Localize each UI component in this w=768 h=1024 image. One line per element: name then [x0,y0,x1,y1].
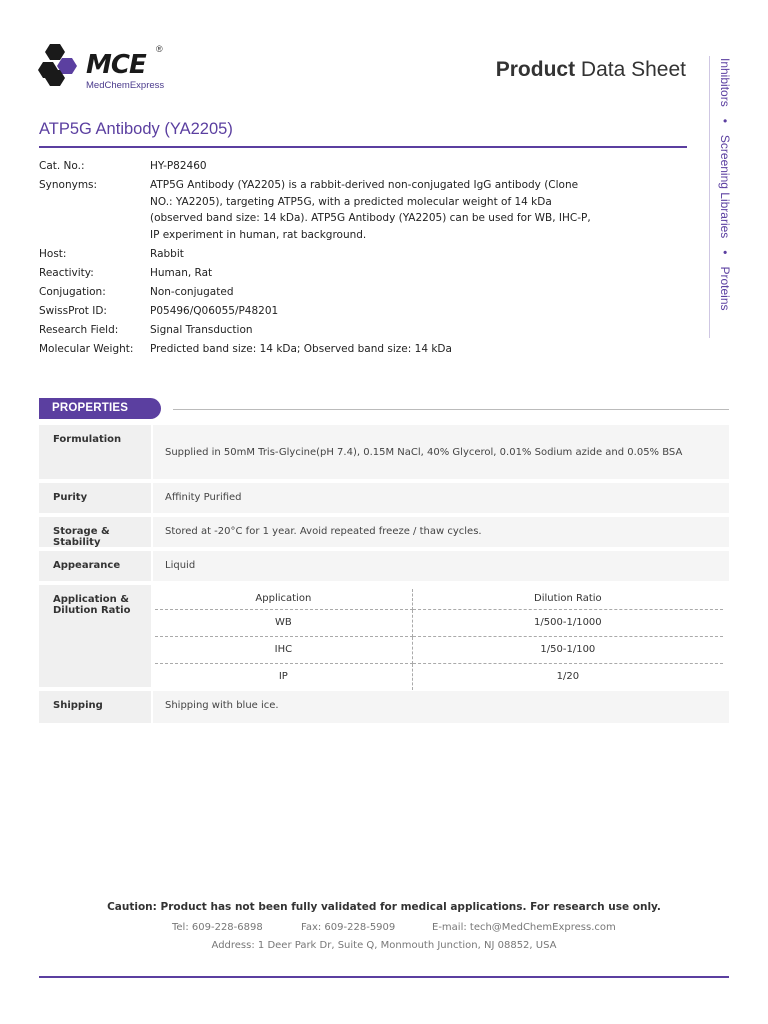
property-value: Liquid [153,551,729,581]
info-label: Research Field: [39,324,119,337]
info-row-host [39,246,599,263]
info-row-molecular-weight [39,341,599,358]
side-nav-divider [709,56,710,338]
dilution-ratio: 1/50-1/100 [412,636,723,663]
property-row-appearance [39,551,729,581]
registered-mark: ® [156,44,163,54]
property-label: Formulation [39,425,151,479]
phone-number: Tel: 609-228-6898 [172,922,263,933]
dilution-application: IP [155,663,412,690]
title-divider [39,146,687,148]
info-value: Predicted band size: 14 kDa; Observed band size: 14 kDa [150,343,452,356]
property-value: Shipping with blue ice. [153,691,729,723]
dilution-application: IHC [155,636,412,663]
dilution-header-row [155,589,723,609]
property-value: Supplied in 50mM Tris-Glycine(pH 7.4), 0.15M NaCl, 40% Glycerol, 0.01% Sodium azide and 0.05% BSA [153,425,729,479]
info-row-research-field [39,322,599,339]
dilution-application: WB [155,609,412,636]
document-title [496,58,686,82]
property-value: Stored at -20°C for 1 year. Avoid repeated freeze / thaw cycles. [153,517,729,547]
property-label: Shipping [39,691,151,723]
product-name: ATP5G Antibody (YA2205) [39,120,233,138]
properties-divider [173,409,729,410]
info-value: Non-conjugated [150,285,234,298]
dilution-table-cell [153,585,729,687]
property-row-storage [39,517,729,547]
logo-subtitle: MedChemExpress [86,80,165,91]
property-value: Affinity Purified [153,483,729,513]
info-label: Conjugation: [39,285,106,298]
dilution-ratio: 1/500-1/1000 [412,609,723,636]
property-row-application [39,585,729,687]
info-row-swissprot-id [39,303,599,320]
mce-logo [38,42,178,92]
property-label: Appearance [39,551,151,581]
info-row-reactivity [39,265,599,282]
side-nav-proteins[interactable]: Proteins [718,266,732,311]
properties-table [39,425,729,727]
dilution-row [155,636,723,663]
hexagon-logo-icon [38,42,84,90]
property-row-purity [39,483,729,513]
info-label: Molecular Weight: [39,343,134,356]
info-label: Host: [39,247,67,260]
document-title-rest: Data Sheet [575,58,686,81]
property-label: Application & Dilution Ratio [39,585,151,687]
product-info-table [39,158,599,360]
info-row-conjugation [39,284,599,301]
info-value: ATP5G Antibody (YA2205) is a rabbit-derived non-conjugated IgG antibody (Clone NO.: YA2205), targeting ATP5G, with a predicted molecular weight of 14 kDa (observed band size: 14 kDa). ATP5G Antibody (YA2205) can be used for WB, IHC-P, IP experiment in human, rat background. [150,179,591,241]
footer-divider [39,976,729,978]
properties-heading: PROPERTIES [39,398,161,419]
caution-text: Caution: Product has not been fully validated for medical applications. For research use only. [107,901,661,913]
side-nav-screening-libraries[interactable]: Screening Libraries [718,134,732,239]
dilution-ratio: 1/20 [556,671,580,683]
property-label: Storage & Stability [39,517,151,547]
info-value: HY-P82460 [150,160,207,172]
property-row-formulation [39,425,729,479]
info-row-synonyms [39,177,599,243]
dilution-row [155,663,723,690]
info-label: SwissProt ID: [39,304,107,317]
info-label: Synonyms: [39,179,98,192]
property-label: Purity [39,483,151,513]
info-value: Human, Rat [150,266,213,279]
side-nav-inhibitors[interactable]: Inhibitors [718,58,732,107]
property-row-shipping [39,691,729,723]
info-label: Reactivity: [39,266,94,279]
info-value: Signal Transduction [150,324,253,337]
info-value: P05496/Q06055/P48201 [150,304,279,317]
logo-wordmark: MCE [86,50,146,80]
info-label: Cat. No.: [39,160,85,172]
info-row-cat-no [39,158,599,175]
dilution-table [155,589,723,690]
info-value: Rabbit [150,247,184,260]
side-nav-separator: • [718,250,732,255]
fax-number: Fax: 609-228-5909 [301,922,396,933]
address: Address: 1 Deer Park Dr, Suite Q, Monmouth Junction, NJ 08852, USA [211,940,557,951]
side-nav-separator: • [718,118,732,123]
dilution-header-application: Application [155,589,412,609]
dilution-row [155,609,723,636]
side-nav [712,58,736,343]
email-link[interactable]: E-mail: tech@MedChemExpress.com [432,922,616,933]
document-title-bold: Product [495,58,576,81]
dilution-header-ratio: Dilution Ratio [412,589,723,609]
